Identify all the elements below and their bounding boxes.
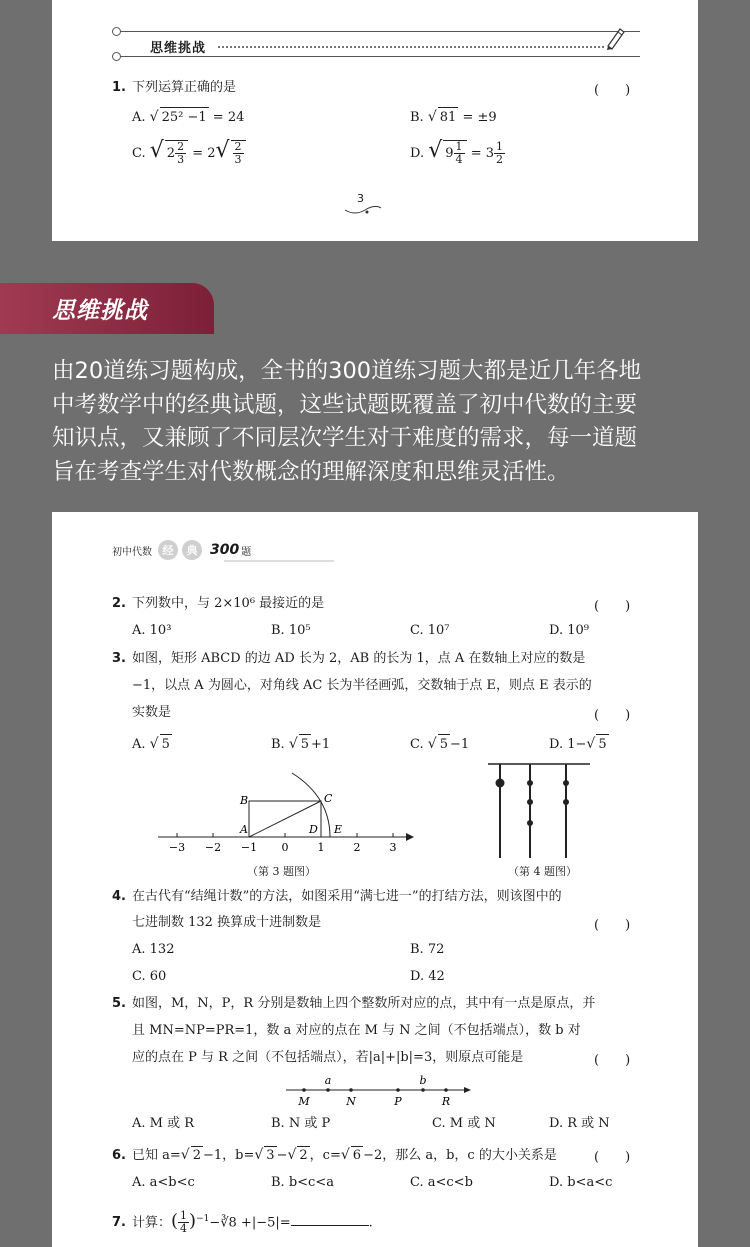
question-text: 下列运算正确的是 [131,80,236,95]
running-head-underline [224,560,334,562]
q6-text: − [276,1148,288,1163]
option-prefix: 1− [567,737,587,752]
section-title: 思维挑战 [150,41,207,56]
fraction [178,1210,189,1235]
header-ring-icon [112,52,121,61]
paren-close: ) [189,1210,197,1232]
radicand [231,140,246,166]
header-rule-bottom [118,56,640,57]
page-number-text: 3 [357,192,364,205]
point-m [302,1088,306,1092]
point-label-b: B [240,794,249,807]
radicand: 81 [438,107,459,128]
sqrt-sign: √ [180,1147,190,1163]
denominator: 4 [455,153,463,166]
figure-5-number-line [284,1072,474,1112]
question-number: 6. [112,1148,126,1163]
q6-text: −1，b= [202,1148,255,1163]
running-head-badge: 经 [158,540,178,560]
option-label: D. [549,737,564,752]
option-b [410,107,497,128]
knot [527,820,533,826]
label-b: b [419,1074,427,1087]
answer-blank[interactable] [291,1213,369,1226]
option-label: A. [132,110,146,125]
dotted-line [218,46,604,48]
option-label: A. [132,737,146,752]
q6-text: 已知 a= [131,1148,181,1163]
option-d: D. R 或 N [549,1116,610,1131]
question-text: 在古代有“结绳计数”的方法，如图采用“满七进一”的打结方法，则该图中的 [131,889,562,904]
q6-text: −2，那么 a，b，c 的大小关系是 [363,1148,557,1163]
section-description [52,355,702,489]
description-line: 知识点，又兼顾了不同层次学生对于难度的需求，每一道题 [52,425,638,451]
tick-label: 0 [281,841,289,854]
option-d [549,734,609,755]
option-a: A. 10³ [132,623,172,638]
question-2 [112,595,324,613]
option-c [410,734,469,755]
option-c: C. 60 [132,969,167,984]
option-c: C. a<c<b [410,1175,473,1190]
label-p: P [394,1095,402,1108]
figure-4-caption: （第 4 题图） [508,865,577,878]
answer-paren: ( ) [594,1053,631,1068]
figure-3-caption: （第 3 题图） [247,865,316,878]
option-a: A. M 或 R [132,1116,195,1131]
option-a [132,734,172,755]
option-mid: = 3 [470,146,494,161]
option-tail: −1 [449,737,470,752]
point-b [421,1088,425,1092]
label-a: a [324,1074,332,1087]
knot [496,779,505,788]
sqrt-sign: √ [254,1147,264,1163]
running-head-number: 300 [210,542,240,558]
option-d: D. 42 [410,969,445,984]
question-7 [112,1210,373,1235]
radicand: 5 [438,734,450,755]
answer-paren: ( ) [594,708,631,723]
radicand [165,140,188,166]
tick-label: −2 [204,841,222,854]
point-p [396,1088,400,1092]
option-label: B. [410,110,424,125]
label-m: M [298,1095,310,1108]
running-head [112,540,251,560]
option-tail: = 24 [212,110,245,125]
option-mid: = 2 [192,146,216,161]
q7-text: −∛8 +|−5|= [209,1215,291,1231]
question-number: 3. [112,651,126,666]
knot [563,780,569,786]
sqrt-sign: √ [288,736,298,752]
sqrt-sign: √ [149,109,159,125]
question-text: 下列数中，与 2×10⁶ 最接近的是 [131,596,325,611]
section-banner [0,283,214,334]
tick-label: −3 [168,841,186,854]
option-label: C. [132,146,146,161]
label-r: R [441,1095,451,1108]
option-d: D. b<a<c [549,1175,613,1190]
point-n [349,1088,353,1092]
point-label-c: C [324,792,333,805]
numerator: 1 [180,1209,188,1223]
whole: 2 [166,146,176,161]
point-r [444,1088,448,1092]
page-number [357,192,364,205]
option-c [132,140,246,166]
option-b: B. 10⁵ [271,623,311,638]
radicand [443,140,466,166]
point-label-d: D [309,823,318,836]
fraction [454,141,465,166]
radicand: 3 [266,1148,275,1163]
question-text: −1，以点 A 为圆心，对角线 AC 长为半径画弧，交数轴于点 E，则点 E 表示的 [132,678,592,693]
denominator: 3 [177,153,185,166]
answer-paren: ( ) [594,83,631,98]
fraction [494,141,505,166]
option-c: C. M 或 N [432,1116,496,1131]
banner-title: 思维挑战 [52,298,148,324]
header-rule-top [118,31,640,32]
sqrt-sign: √ [215,138,230,163]
header-ring-icon [112,27,121,36]
denominator: 4 [180,1222,188,1236]
point-label-e: E [334,823,343,836]
option-b: B. b<c<a [271,1175,334,1190]
option-a: A. a<b<c [132,1175,195,1190]
section-header [112,26,640,60]
fraction [175,141,186,166]
axis-arrow-icon [406,833,414,841]
radicand: 5 [160,734,172,755]
pencil-icon [604,26,626,50]
description-line: 旨在考查学生对代数概念的理解深度和思维灵活性。 [52,458,570,485]
option-a [132,107,244,128]
sqrt-sign: √ [427,109,437,125]
numerator: 2 [177,140,185,153]
page-ornament-icon [343,204,383,216]
question-5 [112,995,595,1013]
running-head-prefix: 初中代数 [112,546,152,558]
question-3 [112,650,585,668]
point-label-a: A [240,823,248,836]
question-number: 4. [112,889,126,904]
q7-text: . [368,1215,373,1231]
option-b: B. N 或 P [271,1116,331,1131]
tick-label: −1 [240,841,258,854]
running-head-suffix: 题 [241,546,252,558]
label-n: N [346,1095,356,1108]
question-number: 5. [112,996,126,1011]
sqrt-sign: √ [428,138,443,163]
question-text: 且 MN=NP=PR=1，数 a 对应的点在 M 与 N 之间（不包括端点），数 b 对 [132,1023,581,1038]
option-a: A. 132 [132,942,175,957]
question-6 [112,1146,557,1165]
question-1 [112,79,236,97]
knot [563,799,569,805]
question-text: 七进制数 132 换算成十进制数是 [132,915,322,930]
radicand: 2 [299,1148,308,1163]
question-number: 7. [112,1215,126,1231]
option-tail: = ±9 [462,110,497,125]
figure-4-knot-cords [484,762,594,862]
answer-paren: ( ) [594,599,631,614]
figure-3-number-line [152,767,422,877]
q7-text: 计算： [131,1215,171,1231]
numerator: 2 [234,140,242,153]
radicand: 5 [299,734,311,755]
radicand: 25² −1 [160,107,209,128]
exponent: −1 [196,1214,210,1224]
description-line: 由20道练习题构成，全书的300道练习题大都是近几年各地 [52,358,642,384]
sqrt-sign: √ [149,736,159,752]
knot [527,799,533,805]
radicand: 6 [352,1148,362,1163]
option-c: C. 10⁷ [410,623,450,638]
numerator: 1 [455,140,463,153]
worksheet-card-top [52,0,698,241]
radicand: 2 [192,1148,201,1163]
question-4 [112,888,562,906]
question-text: 如图，矩形 ABCD 的边 AD 长为 2，AB 的长为 1，点 A 在数轴上对应的数是 [131,651,586,666]
question-number: 1. [112,80,126,95]
sqrt-sign: √ [340,1147,350,1163]
option-label: C. [410,737,424,752]
option-b: B. 72 [410,942,445,957]
worksheet-card-bottom [52,512,698,1247]
sqrt-sign: √ [149,138,164,163]
answer-paren: ( ) [594,918,631,933]
q6-text: ，c= [309,1148,341,1163]
description-line: 中考数学中的经典试题，这些试题既覆盖了初中代数的主要 [52,391,638,418]
paren-open: ( [171,1210,179,1232]
option-tail: +1 [311,737,331,752]
fraction [233,141,244,166]
option-d: D. 10⁹ [549,623,589,638]
question-text: 如图，M，N，P，R 分别是数轴上四个整数所对应的点，其中有一点是原点，并 [131,996,596,1011]
option-label: B. [271,737,285,752]
whole: 9 [445,146,454,161]
option-d [410,140,505,166]
question-text: 实数是 [132,705,172,720]
sqrt-sign: √ [287,1147,297,1163]
denominator: 3 [234,153,242,166]
tick-label: 2 [353,841,361,854]
question-number: 2. [112,596,126,611]
answer-paren: ( ) [594,1150,631,1165]
point-a [326,1088,330,1092]
radicand: 5 [596,734,608,755]
numerator: 1 [495,140,503,153]
option-label: D. [410,146,425,161]
sqrt-sign: √ [427,736,437,752]
axis-arrow-icon [464,1087,471,1093]
sqrt-sign: √ [586,736,596,752]
option-b [271,734,330,755]
tick-label: 3 [389,841,397,854]
question-text: 应的点在 P 与 R 之间（不包括端点），若|a|+|b|=3，则原点可能是 [132,1050,524,1065]
denominator: 2 [495,153,503,166]
running-head-badge: 典 [182,540,202,560]
tick-label: 1 [317,841,325,854]
knot [527,780,533,786]
